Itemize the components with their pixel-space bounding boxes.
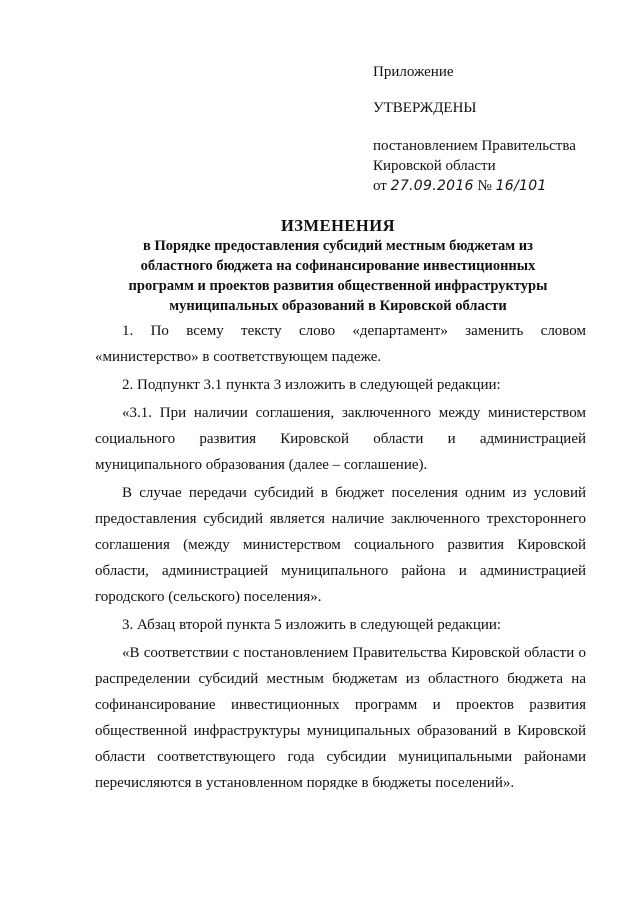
decree-line-1: постановлением Правительства <box>373 138 576 154</box>
title-line-2: областного бюджета на софинансирование инвестиционных <box>140 258 536 274</box>
title-heading: ИЗМЕНЕНИЯ <box>280 216 396 235</box>
paragraph-4: В случае передачи субсидий в бюджет поселения одним из условий предоставления субсидий является наличие заключенного трехстороннего соглашения (между министерством социального развития Кировской области, администрацией муниципального района и администрацией городского (сельского) поселения». <box>95 485 586 605</box>
appendix-label: Приложение <box>373 64 454 80</box>
paragraph-3: «3.1. При наличии соглашения, заключенного между министерством социального развития Кировской области и администрацией муниципального образования (далее – соглашение). <box>95 405 586 473</box>
title-line-1: в Порядке предоставления субсидий местным бюджетам из <box>143 238 533 254</box>
paragraph-5: 3. Абзац второй пункта 5 изложить в следующей редакции: <box>122 617 502 633</box>
document-body <box>95 318 586 796</box>
decree-line-2: Кировской области <box>373 158 496 174</box>
title-line-3: программ и проектов развития общественной инфраструктуры <box>128 278 548 294</box>
decree-date-line <box>373 176 613 196</box>
paragraph-1: 1. По всему тексту слово «департамент» заменить словом «министерство» в соответствующем падеже. <box>95 323 586 365</box>
date-prefix: от <box>373 178 387 194</box>
paragraph-2: 2. Подпункт 3.1 пункта 3 изложить в следующей редакции: <box>122 377 501 393</box>
approval-stamp <box>373 62 613 196</box>
handwritten-number: 16/101 <box>495 178 547 194</box>
title-line-4: муниципальных образований в Кировской области <box>169 298 507 314</box>
paragraph-6: «В соответствии с постановлением Правительства Кировской области о распределении субсидий местным бюджетам из областного бюджета на софинансирование инвестиционных программ и проектов развития общественной инфраструктуры муниципальных образований в Кировской области соответствующего года субсидии муниципальными районами перечисляются в установленном порядке в бюджеты поселений». <box>95 645 586 791</box>
number-sign: № <box>477 178 492 194</box>
approved-label: УТВЕРЖДЕНЫ <box>373 100 477 116</box>
document-title <box>100 216 576 316</box>
handwritten-date: 27.09.2016 <box>390 178 474 194</box>
